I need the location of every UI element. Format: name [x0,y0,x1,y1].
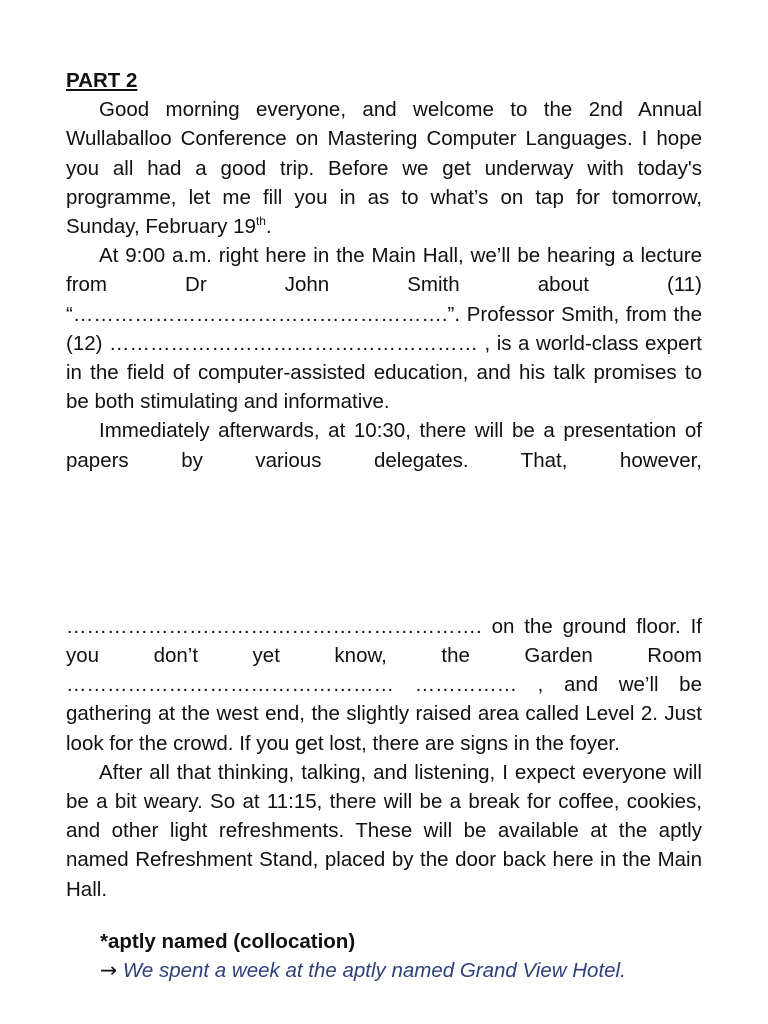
vocabulary-note [100,928,626,985]
document-page [66,66,702,904]
paragraph-lecture: At 9:00 a.m. right here in the Main Hall, we’ll be hearing a lecture from Dr John Smith about (11) “……………………………………………….”. Professor Smith, from the (12) ……………………………………………… , is a world-class expert in the field of computer-assisted education, and his talk promises to be both stimulating and informative. [66,244,702,414]
note-example-sentence: We spent a week at the aptly named Grand View Hotel. [122,959,626,982]
paragraph-welcome-end: . [265,215,272,239]
paragraph-welcome [66,95,702,241]
paragraph-welcome-text: Good morning everyone, and welcome to the 2nd Annual Wullaballoo Conference on Mastering Computer Languages. I hope you all had a good trip. Before we get underway with today's programme, let me fill you in as to what’s on tap for tomorrow, Sunday, February 19 [66,98,702,239]
blank-gap [66,475,702,612]
paragraph-presentation: Immediately afterwards, at 10:30, there will be a presentation of papers by various delegates. That, however, [66,419,702,472]
paragraph-refreshments: After all that thinking, talking, and listening, I expect everyone will be a bit weary. So at 11:15, there will be a break for coffee, cookies, and other light refreshments. These will be available at the aptly named Refreshment Stand, placed by the door back here in the Main Hall. [66,760,702,901]
part-heading: PART 2 [66,69,138,92]
note-title: *aptly named (collocation) [100,930,356,953]
note-example-line [100,956,626,985]
paragraph-garden-room: ……………………………………………………. on the ground floor. If you don’t yet know, the Garden Room ………………………………………… …………… , and we’ll be gathering at the west end, the slightly raised area called Level 2. Just look for the crowd. If you get lost, there are signs in the foyer. [66,614,702,755]
ordinal-suffix: th [255,214,266,229]
arrow-icon: → [100,958,118,982]
